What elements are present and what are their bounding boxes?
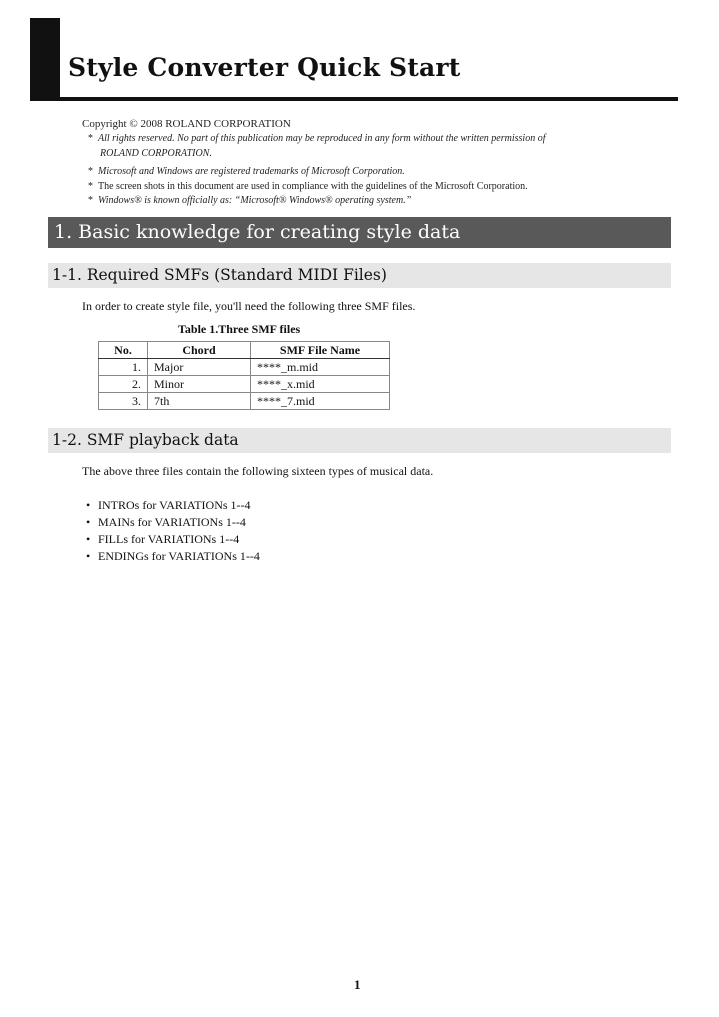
bullet-marker: • bbox=[86, 515, 91, 529]
note-marker: * bbox=[88, 166, 93, 177]
section-1-1-heading: 1-1. Required SMFs (Standard MIDI Files) bbox=[48, 263, 671, 288]
note-marker: * bbox=[88, 195, 93, 206]
bullet-marker: • bbox=[86, 549, 91, 563]
section-1-2-text: The above three files contain the following sixteen types of musical data. bbox=[82, 464, 434, 478]
note-rights-continued: ROLAND CORPORATION. bbox=[100, 148, 212, 159]
section-1-2-heading: 1-2. SMF playback data bbox=[48, 428, 671, 453]
title-rule bbox=[60, 97, 678, 101]
cell-chord: Minor bbox=[148, 376, 251, 393]
note-marker: * bbox=[88, 133, 93, 144]
table-row bbox=[99, 393, 390, 410]
cell-no: 2. bbox=[99, 376, 148, 393]
list-item: • FILLs for VARIATIONs 1--4 bbox=[86, 532, 240, 546]
cell-chord: Major bbox=[148, 359, 251, 376]
cell-no: 3. bbox=[99, 393, 148, 410]
smf-files-table bbox=[98, 341, 390, 410]
page-number: 1 bbox=[354, 977, 361, 992]
section-1-1-text: In order to create style file, you'll need the following three SMF files. bbox=[82, 299, 416, 313]
list-item: • MAINs for VARIATIONs 1--4 bbox=[86, 515, 246, 529]
bullet-marker: • bbox=[86, 532, 91, 546]
column-header-filename: SMF File Name bbox=[251, 342, 390, 359]
note-marker: * bbox=[88, 181, 93, 192]
note-windows-name: * Windows® is known officially as: “Microsoft® Windows® operating system.” bbox=[88, 195, 412, 206]
section-1-heading: 1. Basic knowledge for creating style data bbox=[48, 217, 671, 248]
note-trademarks: * Microsoft and Windows are registered trademarks of Microsoft Corporation. bbox=[88, 166, 405, 177]
cell-filename: ****_m.mid bbox=[251, 359, 390, 376]
musical-data-list bbox=[86, 497, 260, 565]
bullet-marker: • bbox=[86, 498, 91, 512]
cell-chord: 7th bbox=[148, 393, 251, 410]
copyright-line: Copyright © 2008 ROLAND CORPORATION bbox=[82, 118, 291, 130]
note-screenshots: * The screen shots in this document are used in compliance with the guidelines of the Microsoft Corporation. bbox=[88, 181, 528, 192]
table-caption: Table 1.Three SMF files bbox=[178, 322, 301, 336]
list-item: • ENDINGs for VARIATIONs 1--4 bbox=[86, 549, 260, 563]
cell-no: 1. bbox=[99, 359, 148, 376]
table-header-row bbox=[99, 342, 390, 359]
table-row bbox=[99, 376, 390, 393]
table-row bbox=[99, 359, 390, 376]
title-black-tab bbox=[30, 18, 60, 101]
column-header-no: No. bbox=[99, 342, 148, 359]
document-title: Style Converter Quick Start bbox=[68, 53, 461, 82]
column-header-chord: Chord bbox=[148, 342, 251, 359]
cell-filename: ****_x.mid bbox=[251, 376, 390, 393]
list-item: • INTROs for VARIATIONs 1--4 bbox=[86, 498, 251, 512]
note-rights: * All rights reserved. No part of this publication may be reproduced in any form without the written permission of bbox=[88, 133, 546, 144]
cell-filename: ****_7.mid bbox=[251, 393, 390, 410]
